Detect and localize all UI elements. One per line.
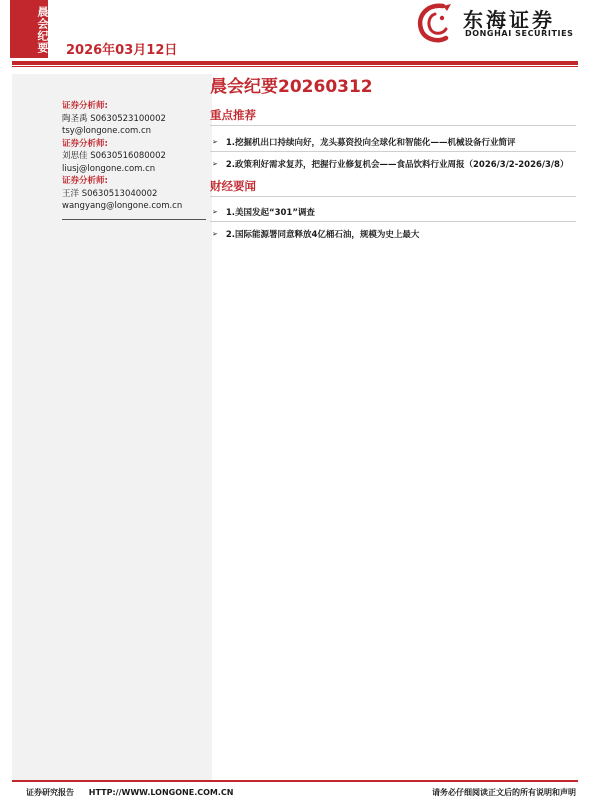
item-divider [210,221,576,222]
analyst-entry [62,175,202,213]
analyst-name-code: 陶圣禹 S0630523100002 [62,113,166,124]
section-heading-key-picks: 重点推荐 [210,108,256,122]
footer-left [26,787,233,798]
side-tab [10,0,48,58]
analyst-label: 证券分析师: [62,138,108,149]
key-pick-item[interactable] [212,136,516,148]
footer-url-link[interactable]: HTTP://WWW.LONGONE.COM.CN [88,788,234,797]
item-divider [210,151,576,152]
section-heading-finance-news: 财经要闻 [210,179,256,193]
document-title: 晨会纪要20260312 [210,77,373,97]
analyst-email[interactable]: liusj@longone.com.cn [62,163,156,174]
analyst-email[interactable]: tsy@longone.com.cn [62,126,152,136]
header-rule [12,61,578,65]
arrow-bullet-icon: ➢ [212,160,218,168]
donghai-logo-icon [413,2,459,44]
key-pick-text: 2.政策利好需求复苏，把握行业修复机会——食品饮料行业周报（2026/3/2-2026/3/8） [225,160,569,170]
logo-english-name: DONGHAI SECURITIES [465,29,574,38]
analysts-divider [62,219,206,220]
header-rule-thin [12,66,578,67]
analyst-entry [62,100,202,138]
arrow-bullet-icon: ➢ [212,208,218,216]
news-text: 2.国际能源署同意释放4亿桶石油，规模为史上最大 [225,230,420,240]
company-logo [413,2,583,44]
analyst-list [62,100,202,213]
analyst-name-code: 王洋 S0630513040002 [62,188,158,199]
arrow-bullet-icon: ➢ [212,230,218,238]
section-divider [210,125,576,126]
key-pick-item[interactable] [212,158,568,170]
side-tab-label: 晨会纪要 [36,6,49,54]
report-date: 2026年03月12日 [66,43,178,58]
news-item[interactable] [212,228,419,240]
footer-rule [12,780,578,782]
footer-disclaimer: 请务必仔细阅读正文后的所有说明和声明 [432,788,576,797]
footer-report-label: 证券研究报告 [26,788,74,797]
arrow-bullet-icon: ➢ [212,138,218,146]
key-pick-text: 1.挖掘机出口持续向好，龙头募资投向全球化和智能化——机械设备行业简评 [225,138,516,148]
news-text: 1.美国发起“301”调查 [225,208,315,218]
analyst-label: 证券分析师: [62,176,108,186]
logo-chinese-name: 东海证券 [463,8,555,32]
analyst-entry [62,138,202,176]
news-item[interactable] [212,206,315,218]
section-divider [210,196,576,197]
analyst-label: 证券分析师: [62,101,108,111]
analyst-email[interactable]: wangyang@longone.com.cn [62,201,183,211]
analyst-name-code: 刘思佳 S0630516080002 [62,151,166,161]
